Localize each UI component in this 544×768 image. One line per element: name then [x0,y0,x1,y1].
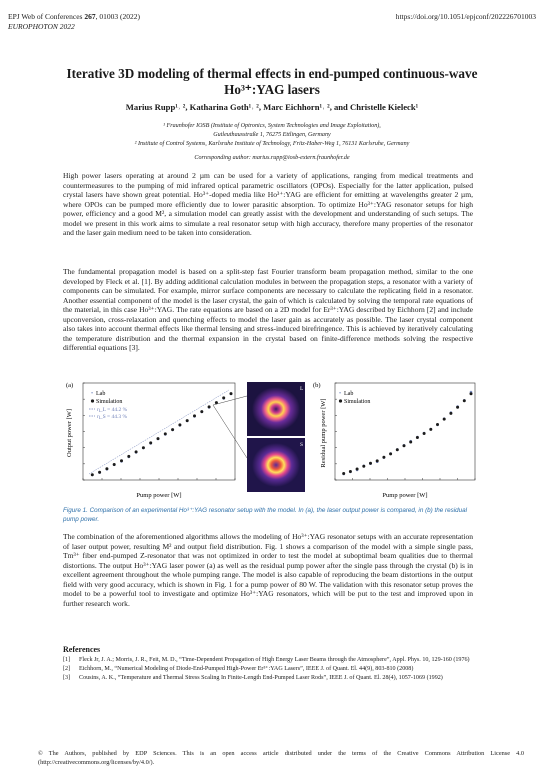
paragraph-results: The combination of the aforementioned algorithms allows the modeling of Ho³⁺:YAG resonator setups with an accurate representation of laser output power, resulting M² and output field distribution. Fig. 1 shows a comparison of the model with a simple single pass, Tm³⁺ fiber end-pumped Z-resonator that was not optimized in order to test the model at suboptimal beam qualities due to thermal distortions. The output Ho³⁺:YAG laser power (a) as well as the residual pump power after the single pass through the crystal (b) is in excellent agreement throughout the whole pumping range. The model is also capable of reproducing the beam distortions in the output field with very good accuracy, which is shown in Fig. 1 for a pump power of 80 W. The validation with this resonator setup proves the model to be a powerful tool to investigate and optimize Ho³⁺:YAG resonators, which will be put to the test and improved upon in further research work. [63,532,473,608]
simulation-data-point [423,432,426,435]
legend-b-lab-marker: • [339,391,342,397]
simulation-data-point [142,446,145,449]
affiliations [40,122,504,150]
simulation-data-point [356,468,359,471]
conference-venue: EUROPHOTON 2022 [8,22,75,31]
panel-a-frame [83,383,235,480]
legend-lab-label: Lab [96,391,106,397]
inset-pointer-top [213,396,247,405]
simulation-data-point [157,437,160,440]
affiliation-1b: Gutleuthausstraße 1, 76275 Ettlingen, Germany [213,132,331,139]
simulation-data-point [222,396,225,399]
figure-1 [63,378,479,504]
simulation-data-point [105,467,108,470]
reference-number: [1] [63,657,71,663]
simulation-data-point [376,459,379,462]
journal-name: EPJ Web of Conferences [8,12,85,21]
inset-sim-tag: S [300,442,304,448]
affiliation-2: ² Institute of Control Systems, Karlsruhe Institute of Technology, Fritz-Haber-Weg 1, 76131 Karlsruhe, Germany [134,141,410,148]
title-line-2: Ho³⁺:YAG lasers [224,82,320,97]
corresponding-author: Corresponding author: marius.rupp@iosb-extern.fraunhofer.de [194,155,350,161]
simulation-data-point [416,436,419,439]
references-heading: References [63,645,101,654]
simulation-data-point [149,441,152,444]
simulation-data-point [362,465,365,468]
paragraph-intro: High power lasers operating at around 2 µm can be used for a variety of applications, ranging from medical treatments and countermeasures to the pumping of mid infrared optical parametric oscillators (OPOs). Especially for the latter application, pulsed crystal lasers have shown great potential. Ho³⁺-doped media like Ho³⁺:YAG are efficient for emitting at wavelengths greater 2 µm, where OPOs can be pumped more efficiently due to lower parasitic absorption. To optimize Ho³⁺:YAG resonator setups for high power, efficiency and a good M², a simulation model can greatly assist with the development and understanding of such setups. The model we present in this work aims to simulate a real resonator setup with high accuracy, therefore many properties of the resonator and the laser gain medium need to be taken into consideration. [63,171,473,238]
simulation-data-point [382,456,385,459]
license-footer: © The Authors, published by EDP Sciences. This is an open access article distributed under the terms of the Creative Commons Attribution License 4.0 (http://creativecommons.org/licenses/by/4.0/). [38,750,524,766]
simulation-data-point [120,459,123,462]
figure-caption: Figure 1. Comparison of an experimental Ho³⁺:YAG resonator setup with the model. In (a), the laser output power is compared, in (b) the residual pump power. [63,507,468,523]
simulation-data-point [193,414,196,417]
author-list: Marius Rupp¹˒ ², Katharina Goth¹˒ ², Marc Eichhorn¹˒ ², and Christelle Kieleck¹ [125,102,419,112]
simulation-data-point [403,444,406,447]
simulation-data-point [178,423,181,426]
simulation-data-point [186,419,189,422]
simulation-data-point [470,392,473,395]
panel-a-ticks [83,383,235,480]
simulation-data-point [135,450,138,453]
doi-link[interactable]: https://doi.org/10.1051/epjconf/202226701003 [395,12,536,21]
panel-b-ticks [335,383,475,480]
reference-text: Cousins, A. K., “Temperature and Thermal Stress Scaling In Finite-Length End-Pumped Laser Rods”, IEEE J. of Quant. El. 28(4), 1057-1069 (1992) [79,674,443,681]
panel-a-legend [89,391,128,420]
simulation-data-point [456,406,459,409]
legend-b-sim-marker [339,399,342,402]
simulation-data-point [449,412,452,415]
simulation-data-point [389,452,392,455]
eta-lab-label: η_L = 44.2 % [97,407,128,413]
running-header [8,12,140,32]
journal-volume: 267 [84,12,96,21]
reference-number: [3] [63,674,71,681]
paragraph-model: The fundamental propagation model is based on a split-step fast Fourier transform beam propagation method, similar to the one developed by Fleck et al. [1]. By adding additional calculation modules in between the propagation steps, a resonator with a variety of components can be simulated. For example, mirror surface components are necessary to calculate the replicating field in a resonator. Another essential component of the model is the laser crystal, the gain of which is calculated by solving the temporal rate equations of the material, in this case Ho³⁺:YAG. The rate equations are based on a 2D model for Er³⁺:YAG described by Eichhorn [2] and include upconversion, cross-relaxation and quenching effects to model the laser gain as accurately as possible. The laser crystal component also takes into account thermal effects like thermal lensing and stress-induced birefringence. This is achieved by iteratively calculating the temperature distribution and the thermal expansion in the crystal based on finite-difference methods solving the respective differential equations [3]. [63,267,473,353]
simulation-data-point [164,432,167,435]
panel-a-xlabel: Pump power [W] [136,492,182,499]
simulation-data-point [98,471,101,474]
simulation-data-point [230,392,233,395]
reference-item [63,665,477,674]
panel-b-label: (b) [313,382,321,389]
simulation-data-point [113,463,116,466]
legend-b-sim-label: Simulation [344,399,371,405]
panel-b-ylabel: Residual pump power [W] [320,398,327,468]
inset-pointer-bottom [213,405,247,458]
simulation-data-point [127,455,130,458]
panel-b-legend [339,391,370,405]
reference-item [63,674,477,683]
journal-line [8,12,140,22]
beam-profile-sim-field [252,443,300,487]
reference-item [63,656,477,665]
simulation-data-point [369,462,372,465]
paper-title [40,66,504,98]
reference-text: Fleck Jr, J. A.; Morris, J. R., Feit, M. D., “Time-Dependent Propagation of High Energy Laser Beams through the Atmosphere”, Appl. Phys. 10, 129-160 (1976) [79,657,470,663]
journal-issue: , 01003 (2022) [95,12,140,21]
legend-lab-marker: • [91,391,94,397]
reference-text: Eichhorn, M., “Numerical Modeling of Diode-End-Pumped High-Power Er³⁺:YAG Lasers”, IEEE J. of Quant. El. 44(9), 803-810 (2008) [79,665,414,672]
simulation-data-point [171,428,174,431]
eta-sim-label: η_S = 44.3 % [97,414,128,420]
legend-sim-label: Simulation [96,399,123,405]
legend-b-lab-label: Lab [344,391,354,397]
beam-profile-lab-field [252,387,300,431]
reference-list [63,656,477,682]
simulation-data-point [342,472,345,475]
panel-a-label: (a) [66,382,74,389]
legend-sim-marker [91,399,94,402]
simulation-data-point [429,428,432,431]
panel-a-ylabel: Output power [W] [66,408,73,458]
panel-b-xlabel: Pump power [W] [382,492,428,499]
affiliation-1a: ¹ Fraunhofer IOSB (Institute of Optronics, System Technologies and Image Exploitation), [163,123,381,129]
figure-1-graphic [63,378,479,504]
simulation-data-point [396,448,399,451]
title-line-1: Iterative 3D modeling of thermal effects in end-pumped continuous-wave [66,66,478,81]
simulation-data-point [91,473,94,476]
panel-b-frame [335,383,475,480]
simulation-data-point [200,410,203,413]
inset-lab-tag: L [300,386,304,392]
reference-number: [2] [63,665,71,672]
simulation-data-point [436,423,439,426]
simulation-data-point [463,399,466,402]
simulation-data-point [349,470,352,473]
simulation-data-point [409,441,412,444]
simulation-data-point [443,418,446,421]
simulation-data-point [208,405,211,408]
